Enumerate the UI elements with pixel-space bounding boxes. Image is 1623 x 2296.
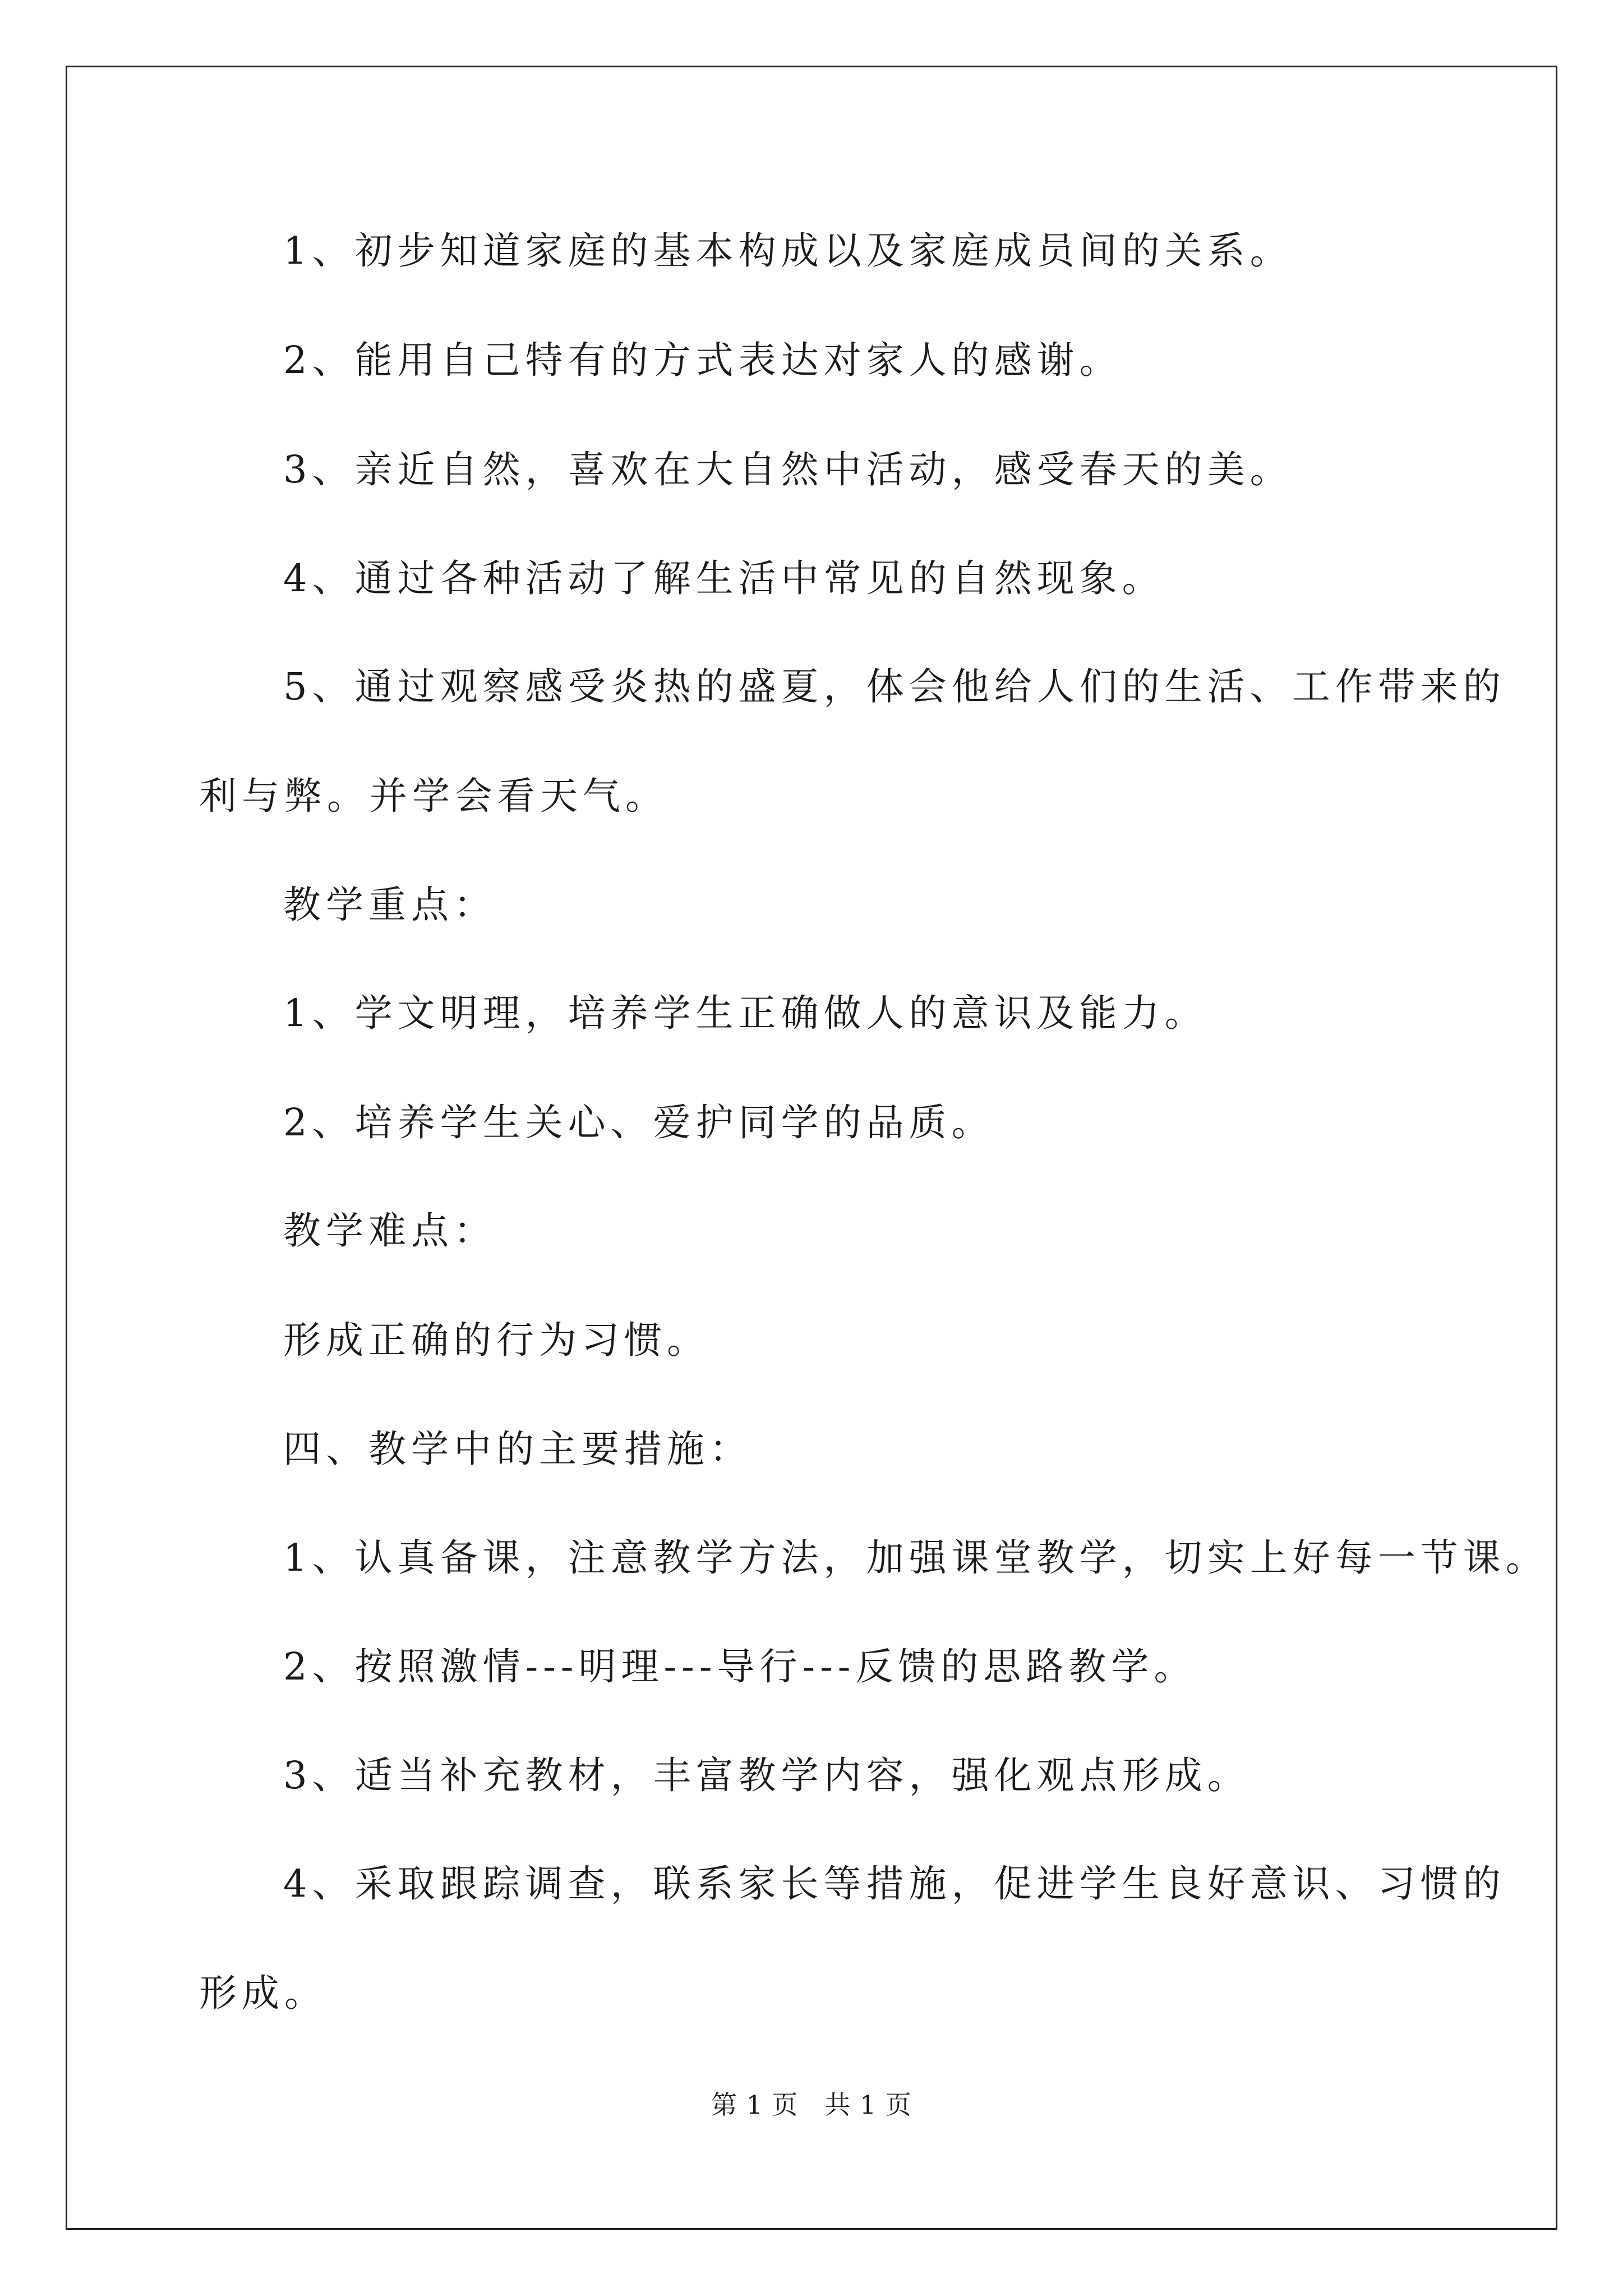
paragraph-line: 1、初步知道家庭的基本构成以及家庭成员间的关系。: [283, 229, 1293, 273]
paragraph-line: 3、亲近自然，喜欢在大自然中活动，感受春天的美。: [283, 448, 1293, 491]
paragraph-line: 2、能用自己特有的方式表达对家人的感谢。: [283, 338, 1122, 382]
section-heading: 四、教学中的主要措施：: [283, 1427, 752, 1471]
paragraph-line: 1、认真备课，注意教学方法，加强课堂教学，切实上好每一节课。: [283, 1536, 1548, 1580]
paragraph-line: 5、通过观察感受炎热的盛夏，体会他给人们的生活、工作带来的: [283, 665, 1506, 708]
page-number: 第 1 页 共 1 页: [711, 2090, 912, 2120]
paragraph-line: 2、培养学生关心、爱护同学的品质。: [283, 1101, 994, 1144]
paragraph-line: 形成正确的行为习惯。: [283, 1318, 709, 1362]
paragraph-line: 2、按照激情---明理---导行---反馈的思路教学。: [283, 1645, 1197, 1688]
section-heading: 教学重点：: [283, 883, 496, 927]
paragraph-line: 1、学文明理，培养学生正确做人的意识及能力。: [283, 991, 1207, 1035]
section-heading: 教学难点：: [283, 1209, 496, 1253]
paragraph-line: 3、适当补充教材，丰富教学内容，强化观点形成。: [283, 1754, 1250, 1797]
paragraph-line: 4、通过各种活动了解生活中常见的自然现象。: [283, 556, 1165, 600]
paragraph-line: 利与弊。并学会看天气。: [199, 774, 668, 818]
paragraph-line: 形成。: [199, 1971, 327, 2015]
paragraph-line: 4、采取跟踪调查，联系家长等措施，促进学生良好意识、习惯的: [283, 1862, 1506, 1906]
